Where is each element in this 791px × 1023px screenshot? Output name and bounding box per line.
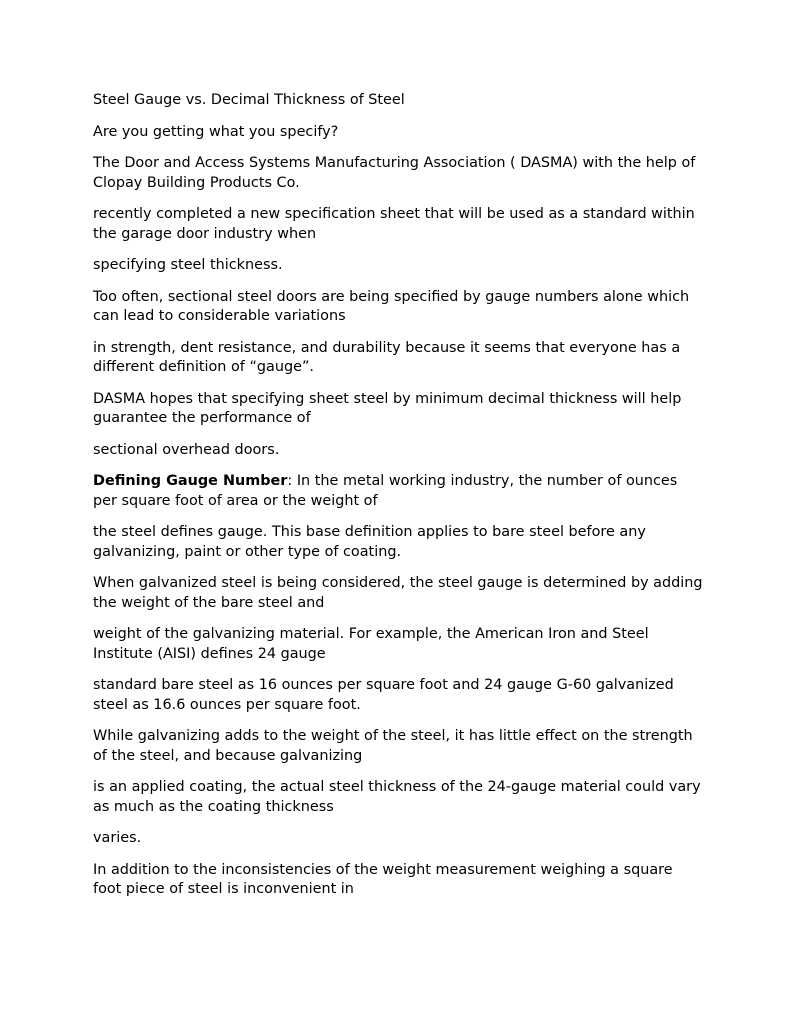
paragraph: weight of the galvanizing material. For example, the American Iron and Steel Institute (AISI) defines 24 gauge	[93, 626, 649, 662]
defining-gauge-text: : In the metal working industry, the number of ounces per square foot of area or the weight of	[93, 473, 678, 509]
document-title: Steel Gauge vs. Decimal Thickness of Steel	[93, 92, 405, 108]
paragraph: DASMA hopes that specifying sheet steel by minimum decimal thickness will help guarantee the performance of	[93, 390, 682, 426]
paragraph: While galvanizing adds to the weight of the steel, it has little effect on the strength of the steel, and because galvanizing	[93, 728, 693, 764]
paragraph: the steel defines gauge. This base definition applies to bare steel before any galvanizing, paint or other type of coating.	[93, 524, 646, 560]
paragraph: in strength, dent resistance, and durability because it seems that everyone has a different definition of “gauge”.	[93, 339, 681, 375]
paragraph: is an applied coating, the actual steel thickness of the 24-gauge material could vary as much as the coating thickness	[93, 779, 701, 815]
paragraph: varies.	[93, 830, 142, 846]
defining-gauge-paragraph	[93, 472, 703, 511]
paragraph: When galvanized steel is being considered, the steel gauge is determined by adding the weight of the bare steel and	[93, 575, 703, 611]
paragraph: sectional overhead doors.	[93, 441, 280, 458]
paragraph: recently completed a new specification sheet that will be used as a standard within the garage door industry when	[93, 206, 695, 242]
paragraph: The Door and Access Systems Manufacturing Association ( DASMA) with the help of Clopay Building Products Co.	[93, 155, 696, 191]
paragraph: specifying steel thickness.	[93, 257, 283, 273]
document-subtitle: Are you getting what you specify?	[93, 123, 339, 140]
paragraph: Too often, sectional steel doors are being specified by gauge numbers alone which can lead to considerable variations	[93, 288, 690, 324]
defining-gauge-heading: Defining Gauge Number	[93, 473, 288, 489]
document-page	[93, 91, 703, 912]
paragraph: standard bare steel as 16 ounces per square foot and 24 gauge G-60 galvanized steel as 16.6 ounces per square foot.	[93, 677, 674, 713]
paragraph: In addition to the inconsistencies of the weight measurement weighing a square foot piece of steel is inconvenient in	[93, 861, 673, 897]
